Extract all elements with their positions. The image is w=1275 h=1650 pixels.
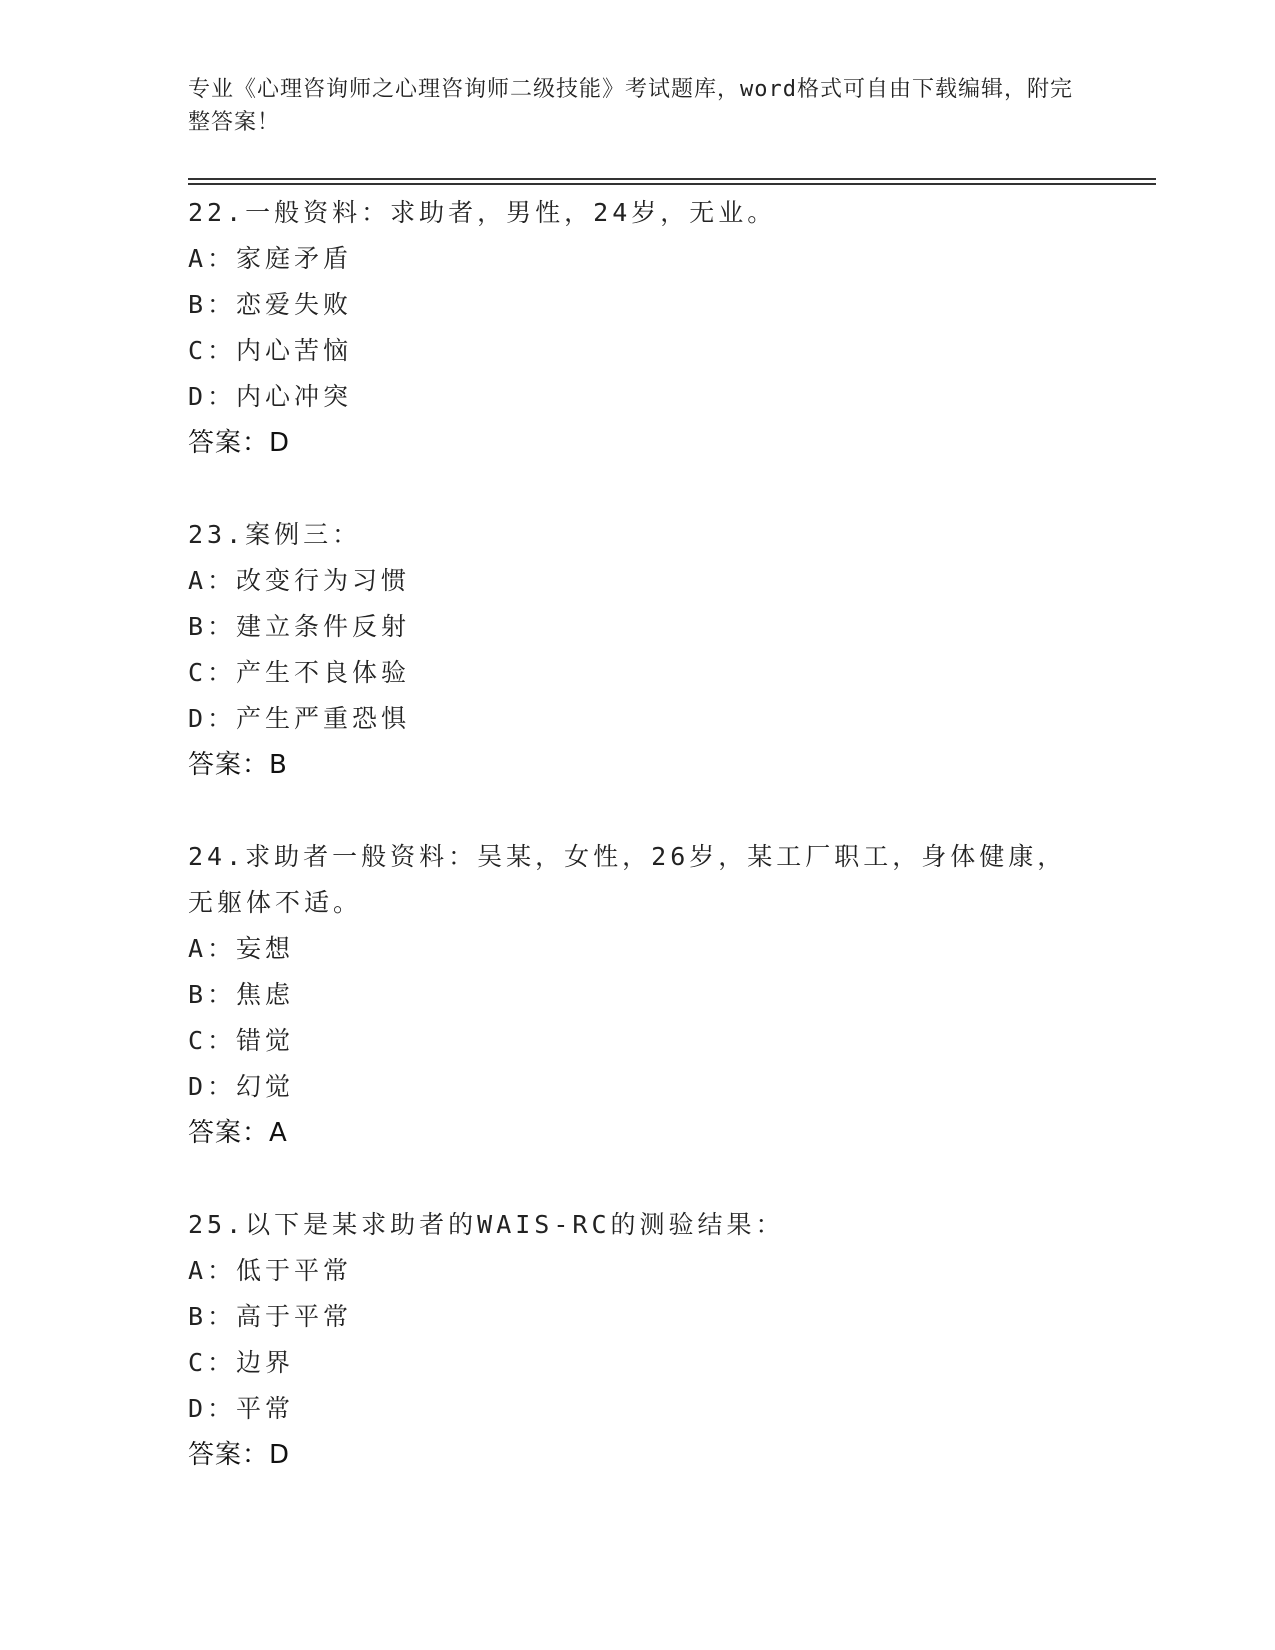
question-22 [188, 190, 1148, 466]
question-25 [188, 1202, 1148, 1478]
option-c: C：产生不良体验 [188, 658, 411, 687]
document-header: 专业《心理咨询师之心理咨询师二级技能》考试题库，word格式可自由下载编辑，附完整答案！ [188, 77, 1073, 135]
option-a: A：改变行为习惯 [188, 566, 411, 595]
question-stem: 22.一般资料：求助者，男性，24岁，无业。 [188, 198, 777, 227]
option-c: C：错觉 [188, 1026, 295, 1055]
option-b: B：焦虑 [188, 980, 295, 1009]
question-23 [188, 512, 1148, 788]
question-list [188, 190, 1148, 1524]
answer-label: 答案：D [188, 1440, 291, 1470]
option-a: A：家庭矛盾 [188, 244, 353, 273]
option-d: D：幻觉 [188, 1072, 295, 1101]
answer-label: 答案：B [188, 750, 288, 780]
option-b: B：建立条件反射 [188, 612, 411, 641]
option-b: B：恋爱失败 [188, 290, 353, 319]
question-stem: 25.以下是某求助者的WAIS-RC的测验结果： [188, 1210, 785, 1239]
option-d: D：内心冲突 [188, 382, 353, 411]
header-divider-bottom [188, 183, 1156, 185]
option-c: C：内心苦恼 [188, 336, 353, 365]
option-b: B：高于平常 [188, 1302, 353, 1331]
option-d: D：平常 [188, 1394, 295, 1423]
question-stem: 23.案例三： [188, 520, 362, 549]
question-24 [188, 834, 1148, 1156]
answer-label: 答案：A [188, 1118, 288, 1148]
option-a: A：妄想 [188, 934, 295, 963]
option-c: C：边界 [188, 1348, 295, 1377]
header-divider-top [188, 178, 1156, 180]
option-a: A：低于平常 [188, 1256, 353, 1285]
option-d: D：产生严重恐惧 [188, 704, 411, 733]
answer-label: 答案：D [188, 428, 291, 458]
question-stem: 24.求助者一般资料：吴某，女性，26岁，某工厂职工，身体健康，无躯体不适。 [188, 842, 1067, 917]
